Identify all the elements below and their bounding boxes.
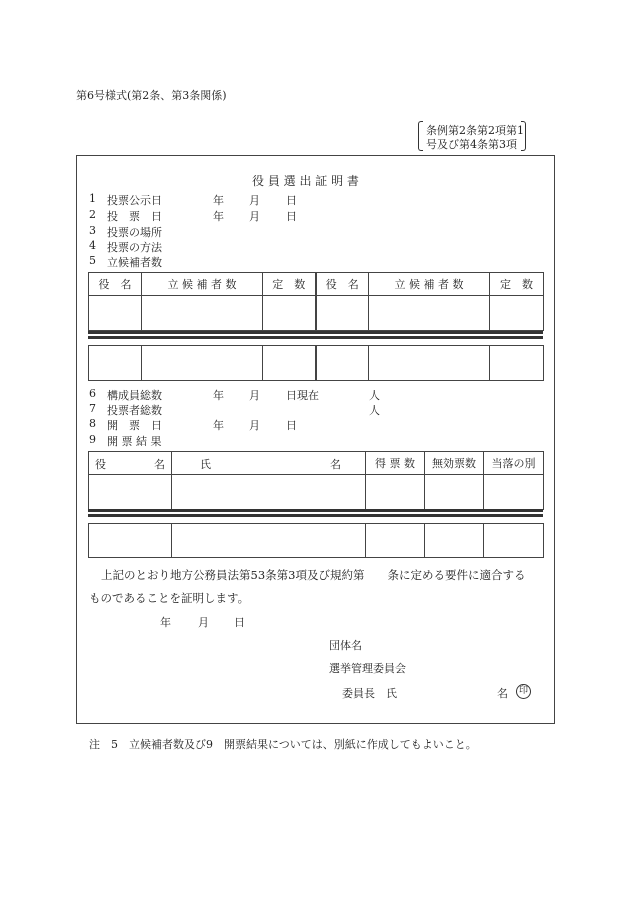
- reference-line-1: 条例第2条第2項第1: [426, 124, 524, 137]
- header-role: 役 名: [89, 273, 142, 296]
- item-number: 7: [89, 402, 96, 415]
- month-label: 月: [249, 194, 260, 207]
- header-candidate-count: 立 候 補 者 数: [369, 273, 490, 296]
- footnote: 注 5 立候補者数及び9 開票結果については、別紙に作成してもよいこと。: [89, 738, 477, 751]
- item-number: 5: [89, 254, 96, 267]
- item-label-count-result: 開 票 結 果: [107, 435, 162, 448]
- result-table-top: [88, 451, 544, 510]
- item-number: 4: [89, 239, 96, 252]
- item-number: 2: [89, 208, 96, 221]
- reference-line-2: 号及び第4条第3項: [426, 138, 517, 151]
- item-label-voter-total: 投票者総数: [107, 404, 162, 417]
- month-label: 月: [249, 389, 260, 402]
- unit-label: 人: [369, 404, 380, 417]
- year-label: 年: [213, 210, 224, 223]
- month-label: 月: [198, 616, 209, 629]
- candidate-table-bottom: [88, 345, 544, 381]
- item-label-member-total: 構成員総数: [107, 389, 162, 402]
- header-candidate-count: 立 候 補 者 数: [142, 273, 263, 296]
- reference-bracket: [418, 121, 526, 151]
- item-number: 8: [89, 417, 96, 430]
- table-row: [89, 296, 544, 331]
- month-label: 月: [249, 210, 260, 223]
- month-label: 月: [249, 419, 260, 432]
- header-result: 当落の別: [484, 452, 544, 475]
- item-label-voting-date: 投 票 日: [107, 210, 162, 223]
- table-row: [89, 475, 544, 510]
- day-label: 日: [286, 210, 297, 223]
- day-label: 日: [286, 419, 297, 432]
- item-number: 9: [89, 433, 96, 446]
- table-row: [89, 346, 544, 381]
- year-label: 年: [213, 389, 224, 402]
- committee-label: 選挙管理委員会: [329, 662, 406, 675]
- item-number: 6: [89, 387, 96, 400]
- omission-divider: [88, 509, 543, 517]
- year-label: 年: [160, 616, 171, 629]
- header-quota: 定 数: [263, 273, 316, 296]
- unit-label: 人: [369, 389, 380, 402]
- header-votes: 得 票 数: [366, 452, 425, 475]
- statement-line-2: ものであることを証明します。: [89, 591, 250, 605]
- chair-name-suffix: 名: [497, 687, 508, 700]
- seal-icon: 印: [516, 684, 531, 699]
- header-quota: 定 数: [490, 273, 544, 296]
- item-label-candidate-count: 立候補者数: [107, 256, 162, 269]
- item-label-count-date: 開 票 日: [107, 419, 162, 432]
- statement-line-1: 上記のとおり地方公務員法第53条第3項及び規約第 条に定める要件に適合する: [101, 568, 526, 582]
- chair-name-label: 委員長 氏: [342, 687, 397, 700]
- form-header: 第6号様式(第2条、第3条関係): [76, 89, 227, 102]
- day-label: 日: [286, 194, 297, 207]
- header-role: 役 名: [316, 273, 369, 296]
- day-as-of-label: 日現在: [286, 389, 319, 402]
- organization-label: 団体名: [329, 639, 362, 652]
- year-label: 年: [213, 194, 224, 207]
- item-label-announcement-date: 投票公示日: [107, 194, 162, 207]
- header-name: 氏 名: [172, 452, 366, 475]
- candidate-table-top: [88, 272, 544, 331]
- item-number: 1: [89, 192, 96, 205]
- omission-divider: [88, 331, 543, 339]
- item-label-voting-place: 投票の場所: [107, 226, 162, 239]
- year-label: 年: [213, 419, 224, 432]
- item-label-voting-method: 投票の方法: [107, 241, 162, 254]
- header-invalid-votes: 無効票数: [425, 452, 484, 475]
- result-table-bottom: [88, 523, 544, 558]
- item-number: 3: [89, 224, 96, 237]
- document-title: 役 員 選 出 証 明 書: [252, 174, 359, 188]
- header-role: 役 名: [89, 452, 172, 475]
- day-label: 日: [234, 616, 245, 629]
- table-row: [89, 524, 544, 558]
